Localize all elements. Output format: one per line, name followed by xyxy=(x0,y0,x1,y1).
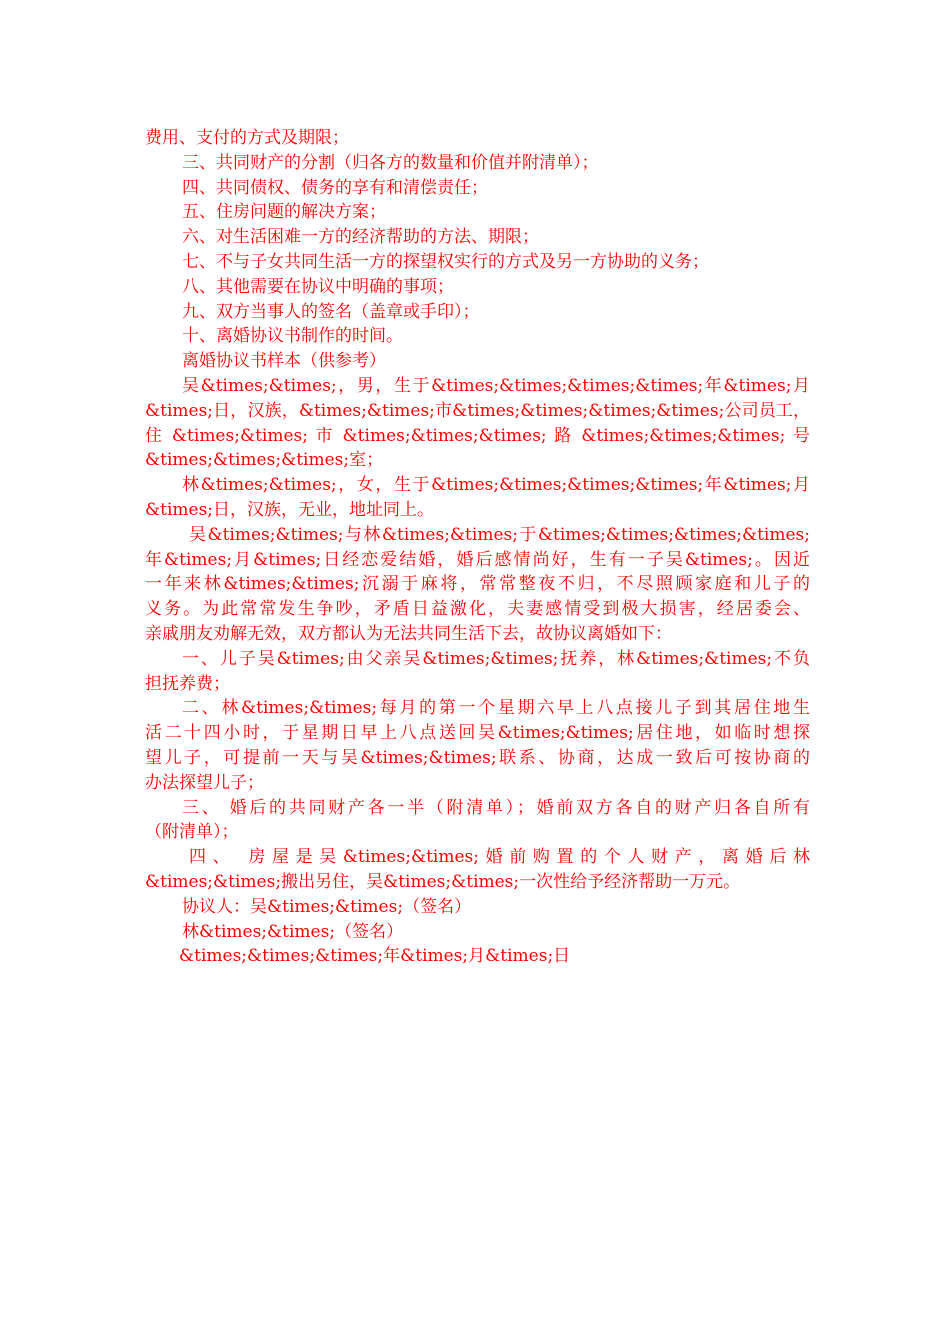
text-line: 望儿子，可提前一天与吴&times;&times;联系、协商，达成一致后可按协商的 xyxy=(145,747,810,768)
signature-line: 协议人：吴&times;&times;（签名） xyxy=(182,896,472,917)
text-line: 义务。为此常常发生争吵，矛盾日益激化，夫妻感情受到极大损害，经居委会、 xyxy=(145,599,810,620)
text-line: 四、共同债权、债务的享有和清偿责任； xyxy=(182,177,488,198)
text-line: 办法探望儿子； xyxy=(145,772,264,793)
text-line: 十、离婚协议书制作的时间。 xyxy=(182,326,403,347)
text-line: 亲戚朋友劝解无效，双方都认为无法共同生活下去，故协议离婚如下： xyxy=(145,623,672,644)
text-line: 一、儿子吴&times;由父亲吴&times;&times;抚养，林&times;&times;不负 xyxy=(182,648,810,669)
text-line: （附清单）； xyxy=(145,822,239,843)
text-line: 费用、支付的方式及期限； xyxy=(145,128,349,148)
date-line: &times;&times;&times;年&times;月&times;日 xyxy=(179,946,571,967)
text-line: 吴&times;&times;与林&times;&times;于&times;&times;&times;&times; xyxy=(189,524,810,545)
text-line: 八、其他需要在协议中明确的事项； xyxy=(182,276,454,297)
text-line: 林&times;&times;，女，生于&times;&times;&times;&times;年&times;月 xyxy=(182,475,810,496)
text-line: 活二十四小时，于星期日早上八点送回吴&times;&times;居住地，如临时想探 xyxy=(145,723,810,744)
text-line: 担抚养费； xyxy=(145,673,230,694)
text-line: &times;日，汉族，无业，地址同上。 xyxy=(145,499,435,520)
text-line: 六、对生活困难一方的经济帮助的方法、期限； xyxy=(182,227,539,248)
text-line: 三、 婚后的共同财产各一半（附清单）；婚前双方各自的财产归各自所有 xyxy=(182,797,810,818)
text-line: &times;&times;搬出另住，吴&times;&times;一次性给予经济帮助一万元。 xyxy=(145,871,741,892)
section-title: 离婚协议书样本（供参考） xyxy=(182,351,386,372)
text-line: 吴&times;&times;，男，生于&times;&times;&times;&times;年&times;月 xyxy=(182,375,810,396)
text-line: 五、住房问题的解决方案； xyxy=(182,202,386,223)
text-line: 二、林&times;&times;每月的第一个星期六早上八点接儿子到其居住地生 xyxy=(182,698,810,719)
text-line: 四、 房屋是吴&times;&times;婚前购置的个人财产，离婚后林 xyxy=(189,847,810,868)
text-line: 年&times;月&times;日经恋爱结婚，婚后感情尚好，生有一子吴&times;。因近 xyxy=(145,549,810,570)
text-line: 一年来林&times;&times;沉溺于麻将，常常整夜不归，不尽照顾家庭和儿子的 xyxy=(145,574,810,595)
text-line: &times;&times;&times;室； xyxy=(145,450,384,471)
text-line: 七、不与子女共同生活一方的探望权实行的方式及另一方协助的义务； xyxy=(182,251,709,272)
document-body xyxy=(145,126,810,969)
signature-line: 林&times;&times;（签名） xyxy=(182,921,404,942)
text-line: 三、共同财产的分割（归各方的数量和价值并附清单）； xyxy=(182,152,599,173)
text-line: 住 &times;&times; 市 &times;&times;&times; 路 &times;&times;&times; 号 xyxy=(145,425,810,446)
text-line: &times;日，汉族，&times;&times;市&times;&times;&times;&times;公司员工， xyxy=(145,400,810,421)
text-line: 九、双方当事人的签名（盖章或手印）； xyxy=(182,301,480,322)
